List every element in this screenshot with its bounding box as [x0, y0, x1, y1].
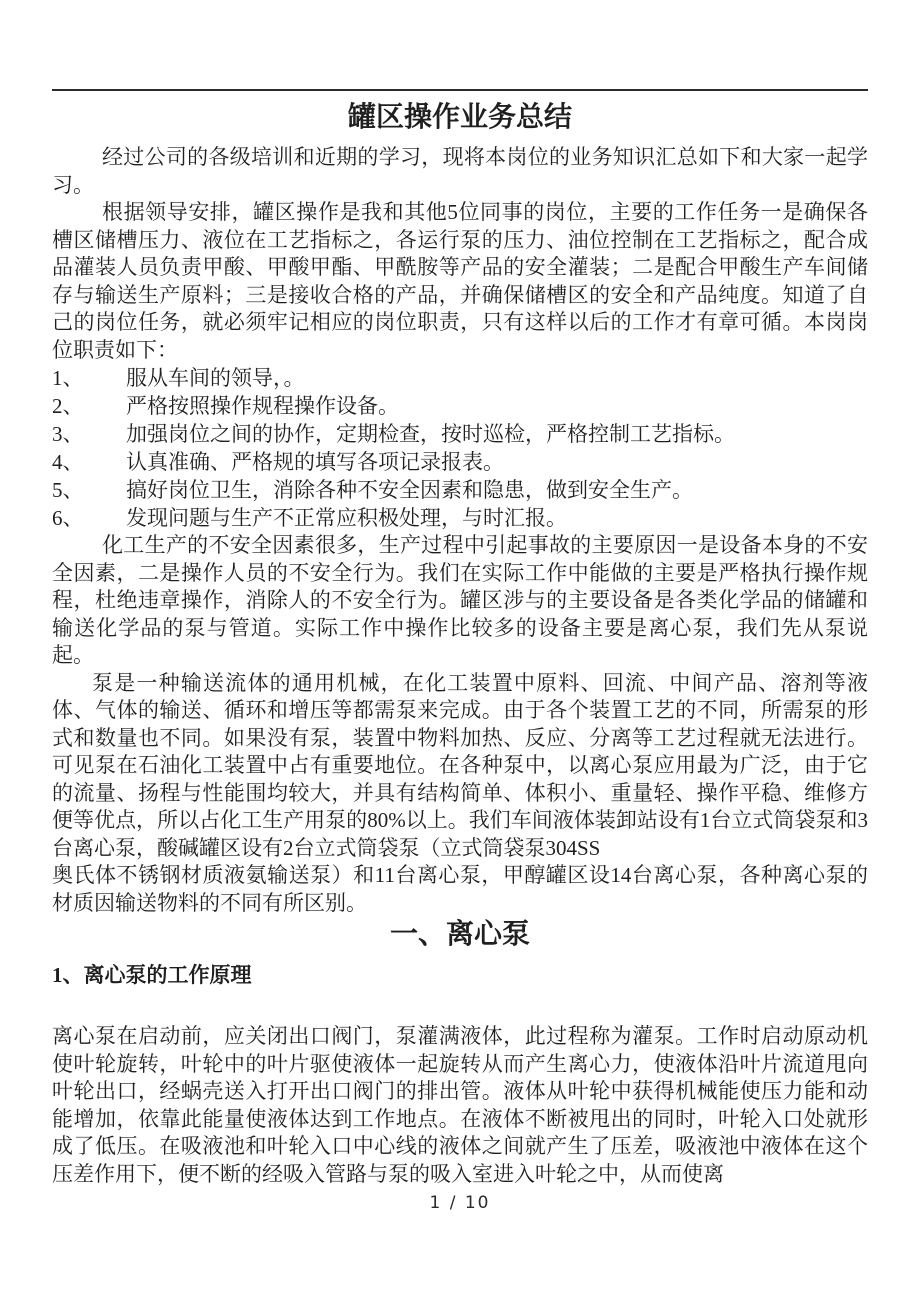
- subsection-heading: 1、离心泵的工作原理: [52, 963, 252, 987]
- list-item-text: 搞好岗位卫生，消除各种不安全因素和隐患，做到安全生产。: [126, 478, 693, 502]
- list-item-text: 发现问题与生产不正常应积极处理，与时汇报。: [126, 506, 567, 530]
- list-item-text: 服从车间的领导，。: [126, 366, 305, 390]
- list-item-text: 严格按照操作规程操作设备。: [126, 394, 399, 418]
- paragraph-safety: 化工生产的不安全因素很多，生产过程中引起事故的主要原因一是设备本身的不安全因素，二是操作人员的不安全行为。我们在实际工作中能做的主要是严格执行操作规程，杜绝违章操作，消除人的不安全行为。罐区涉与的主要设备是各类化学品的储罐和输送化学品的泵与管道。实际工作中操作比较多的设备主要是离心泵，我们先从泵说起。: [52, 533, 868, 667]
- paragraph-intro: 经过公司的各级培训和近期的学习，现将本岗位的业务知识汇总如下和大家一起学习。: [52, 145, 868, 197]
- paragraph-working-principle: 离心泵在启动前，应关闭出口阀门，泵灌满液体，此过程称为灌泵。工作时启动原动机使叶轮旋转，叶轮中的叶片驱使液体一起旋转从而产生离心力，使液体沿叶片流道甩向叶轮出口，经蜗壳送入打开出口阀门的排出管。液体从叶轮中获得机械能使压力能和动能增加，依靠此能量使液体达到工作地点。在液体不断被甩出的同时，叶轮入口处就形成了低压。在吸液池和叶轮入口中心线的液体之间就产生了压差，吸液池中液体在这个压差作用下，便不断的经吸入管路与泵的吸入室进入叶轮之中，从而使离: [52, 1024, 868, 1186]
- list-item: [52, 504, 868, 532]
- list-item-number: 1、: [52, 366, 84, 390]
- list-item: [52, 392, 868, 420]
- list-item-text: 认真准确、严格规的填写各项记录报表。: [126, 450, 504, 474]
- header-rule: [52, 89, 868, 91]
- list-item: [52, 364, 868, 392]
- list-item-number: 2、: [52, 394, 84, 418]
- document-title: 罐区操作业务总结: [347, 102, 572, 133]
- list-item-number: 5、: [52, 478, 84, 502]
- list-item-number: 6、: [52, 506, 84, 530]
- duty-list: [52, 364, 868, 532]
- list-item-number: 4、: [52, 450, 84, 474]
- list-item: [52, 476, 868, 504]
- document-content: [52, 100, 868, 1188]
- page-number: 1 / 10: [429, 1193, 491, 1213]
- list-item: [52, 420, 868, 448]
- paragraph-duties-overview: 根据领导安排，罐区操作是我和其他5位同事的岗位，主要的工作任务一是确保各槽区储槽压力、液位在工艺指标之，各运行泵的压力、油位控制在工艺指标之，配合成品灌装人员负责甲酸、甲酸甲酯、甲酰胺等产品的安全灌装；二是配合甲酸生产车间储存与输送生产原料；三是接收合格的产品，并确保储槽区的安全和产品纯度。知道了自己的岗位任务，就必须牢记相应的岗位职责，只有这样以后的工作才有章可循。本岗岗位职责如下：: [52, 200, 868, 362]
- paragraph-pumps-overview: 泵是一种输送流体的通用机械，在化工装置中原料、回流、中间产品、溶剂等液体、气体的输送、循环和增压等都需泵来完成。由于各个装置工艺的不同，所需泵的形式和数量也不同。如果没有泵，装置中物料加热、反应、分离等工艺过程就无法进行。可见泵在石油化工装置中占有重要地位。在各种泵中，以离心泵应用最为广泛，由于它的流量、扬程与性能围均较大，并具有结构简单、体积小、重量轻、操作平稳、维修方便等优点，所以占化工生产用泵的80%以上。我们车间液体装卸站设有1台立式筒袋泵和3台离心泵，酸碱罐区设有2台立式筒袋泵（立式筒袋泵304SS: [52, 670, 868, 860]
- section-heading: 一、离心泵: [389, 919, 530, 950]
- list-item-number: 3、: [52, 422, 84, 446]
- list-item: [52, 448, 868, 476]
- paragraph-pumps-overview-continued: 奥氏体不锈钢材质液氨输送泵）和11台离心泵，甲醇罐区设14台离心泵，各种离心泵的材质因输送物料的不同有所区别。: [52, 863, 868, 915]
- list-item-text: 加强岗位之间的协作，定期检查，按时巡检，严格控制工艺指标。: [126, 422, 735, 446]
